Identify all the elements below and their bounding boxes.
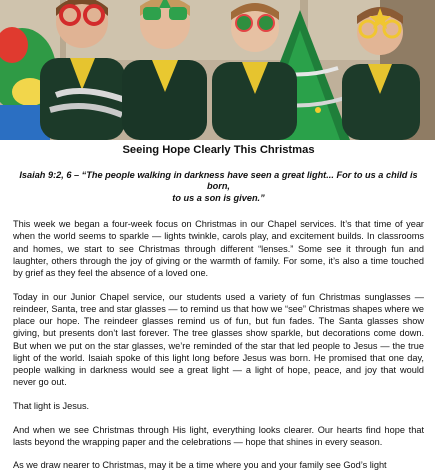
paragraph-5: As we draw nearer to Christmas, may it be a time where you and your family see God’s light — [13, 460, 387, 471]
paragraph-3: That light is Jesus. — [13, 400, 90, 411]
scripture-verse — [13, 170, 424, 204]
paragraph-1: This week we began a four-week focus on Christmas in our Chapel services. It’s that time of year when the world seems to sparkle — lights twinkle, carols play, and excitement builds. In classrooms and homes, we start to see Christmas through different “lenses.” Some see it through fun and laughter, others through the joy of giving or the warmth of family. For some, it’s also a time touched by grief as they feel the absence of a loved one. — [13, 219, 424, 279]
verse-line-1: Isaiah 9:2, 6 – “The people walking in darkness have seen a great light... For to us a child is born, — [19, 170, 418, 192]
paragraph-2: Today in our Junior Chapel service, our students used a variety of fun Christmas sunglasses — reindeer, Santa, tree and star glasses — to remind us that how we “see” Christmas shapes where we place our hope. The reindeer glasses remind us of fun, but fun fades. The Santa glasses show giving, but presents don’t last forever. The tree glasses show sparkle, but decorations come down. But when we put on the star glasses, we’re reminded of the star that led people to Jesus — the true light of the world. Isaiah spoke of this light long before Jesus was born. He promised that one day, people walking in darkness would see a great light — a light of hope, peace, and joy that would never go out. — [13, 291, 424, 388]
article-title: Seeing Hope Clearly This Christmas — [122, 144, 315, 156]
article — [13, 143, 424, 472]
chapel-students-photo — [0, 0, 435, 140]
paragraph-4: And when we see Christmas through His light, everything looks clearer. Our hearts find hope that lasts beyond the wrapping paper and the celebrations — hope that shines in every season. — [13, 424, 424, 447]
verse-line-2: to us a son is given.” — [172, 192, 265, 203]
photo-illustration — [0, 0, 435, 140]
article-body — [13, 218, 424, 471]
